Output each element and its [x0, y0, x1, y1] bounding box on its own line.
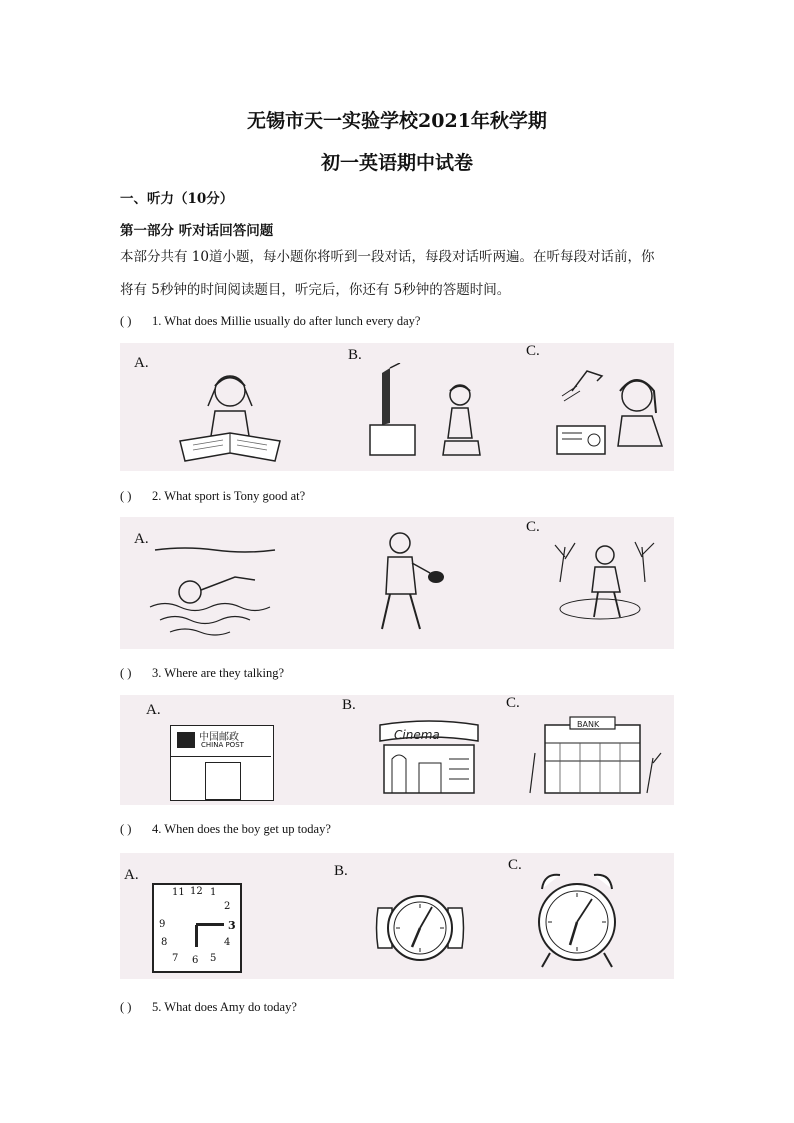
clock-number: 11	[172, 887, 185, 898]
digital-square-clock-image[interactable]	[152, 883, 242, 973]
question-4-panel	[120, 853, 674, 979]
question-1	[120, 314, 420, 329]
question-text: 1. What does Millie usually do after lunch every day?	[152, 314, 421, 328]
option-b-label[interactable]: B.	[342, 697, 356, 713]
cinema-image[interactable]	[374, 719, 484, 799]
option-a-label[interactable]: A.	[124, 867, 139, 883]
instructions-line-2: 将有 5秒钟的时间阅读题目，听完后，你还有 5秒钟的答题时间。	[120, 282, 511, 298]
question-1-panel	[120, 343, 674, 471]
question-2-panel	[120, 517, 674, 649]
question-text: 4. When does the boy get up today?	[152, 822, 331, 836]
answer-blank[interactable]: ( )	[120, 1000, 132, 1014]
option-c-label[interactable]: C.	[506, 695, 520, 711]
question-3	[120, 666, 284, 681]
title-line-2: 初一英语期中试卷	[320, 152, 473, 174]
hour-hand	[195, 925, 198, 947]
option-a-label[interactable]: A.	[146, 702, 161, 718]
option-a-label[interactable]: A.	[134, 355, 149, 371]
girl-skating-image[interactable]	[550, 537, 660, 632]
girl-watching-tv-image[interactable]	[360, 363, 500, 463]
option-c-label[interactable]: C.	[526, 519, 540, 535]
option-b-label[interactable]: B.	[348, 347, 362, 363]
clock-number: 1	[210, 887, 217, 898]
question-text: 2. What sport is Tony good at?	[152, 489, 306, 503]
clock-number: 2	[224, 901, 231, 912]
clock-number: 5	[210, 953, 217, 964]
question-4	[120, 822, 331, 837]
instructions-line-1: 本部分共有 10道小题，每小题你将听到一段对话，每段对话听两遍。在听每段对话前，你	[120, 249, 655, 265]
option-c-label[interactable]: C.	[508, 857, 522, 873]
title-line-1: 无锡市天一实验学校2021年秋学期	[247, 110, 547, 132]
girl-listening-radio-image[interactable]	[552, 361, 672, 466]
boy-swimming-image[interactable]	[145, 542, 305, 642]
answer-blank[interactable]: ( )	[120, 314, 132, 328]
post-sign-english: CHINA POST	[201, 741, 244, 749]
clock-number: 6	[192, 955, 199, 966]
clock-number: 9	[159, 919, 166, 930]
option-c-label[interactable]: C.	[526, 343, 540, 359]
question-text: 3. Where are they talking?	[152, 666, 285, 680]
instructions	[120, 241, 680, 307]
question-3-panel	[120, 695, 674, 805]
option-b-label[interactable]: B.	[334, 863, 348, 879]
question-text: 5. What does Amy do today?	[152, 1000, 297, 1014]
minute-hand	[196, 923, 224, 926]
clock-number: 8	[161, 937, 168, 948]
answer-blank[interactable]: ( )	[120, 666, 132, 680]
question-5	[120, 1000, 297, 1015]
post-sign-chinese: 中国邮政	[199, 732, 239, 743]
answer-blank[interactable]: ( )	[120, 822, 132, 836]
clock-number: 12	[190, 886, 203, 897]
bank-image[interactable]	[525, 713, 665, 798]
cinema-sign: Cinema	[394, 728, 440, 742]
clock-number: 4	[224, 937, 231, 948]
post-door	[205, 762, 241, 800]
option-a-label[interactable]: A.	[134, 531, 149, 547]
wristwatch-image[interactable]	[370, 883, 470, 973]
question-2	[120, 489, 305, 504]
alarm-clock-image[interactable]	[532, 867, 622, 972]
bank-sign: BANK	[577, 720, 600, 729]
clock-number: 7	[172, 953, 179, 964]
section-heading: 一、听力（10分）	[120, 191, 234, 207]
post-logo-icon	[177, 732, 195, 748]
part-heading: 第一部分 听对话回答问题	[120, 223, 274, 239]
girl-reading-book-image[interactable]	[175, 361, 295, 466]
clock-number: 3	[228, 919, 236, 932]
answer-blank[interactable]: ( )	[120, 489, 132, 503]
boy-playing-table-tennis-image[interactable]	[370, 529, 450, 639]
post-office-image[interactable]	[170, 725, 274, 801]
